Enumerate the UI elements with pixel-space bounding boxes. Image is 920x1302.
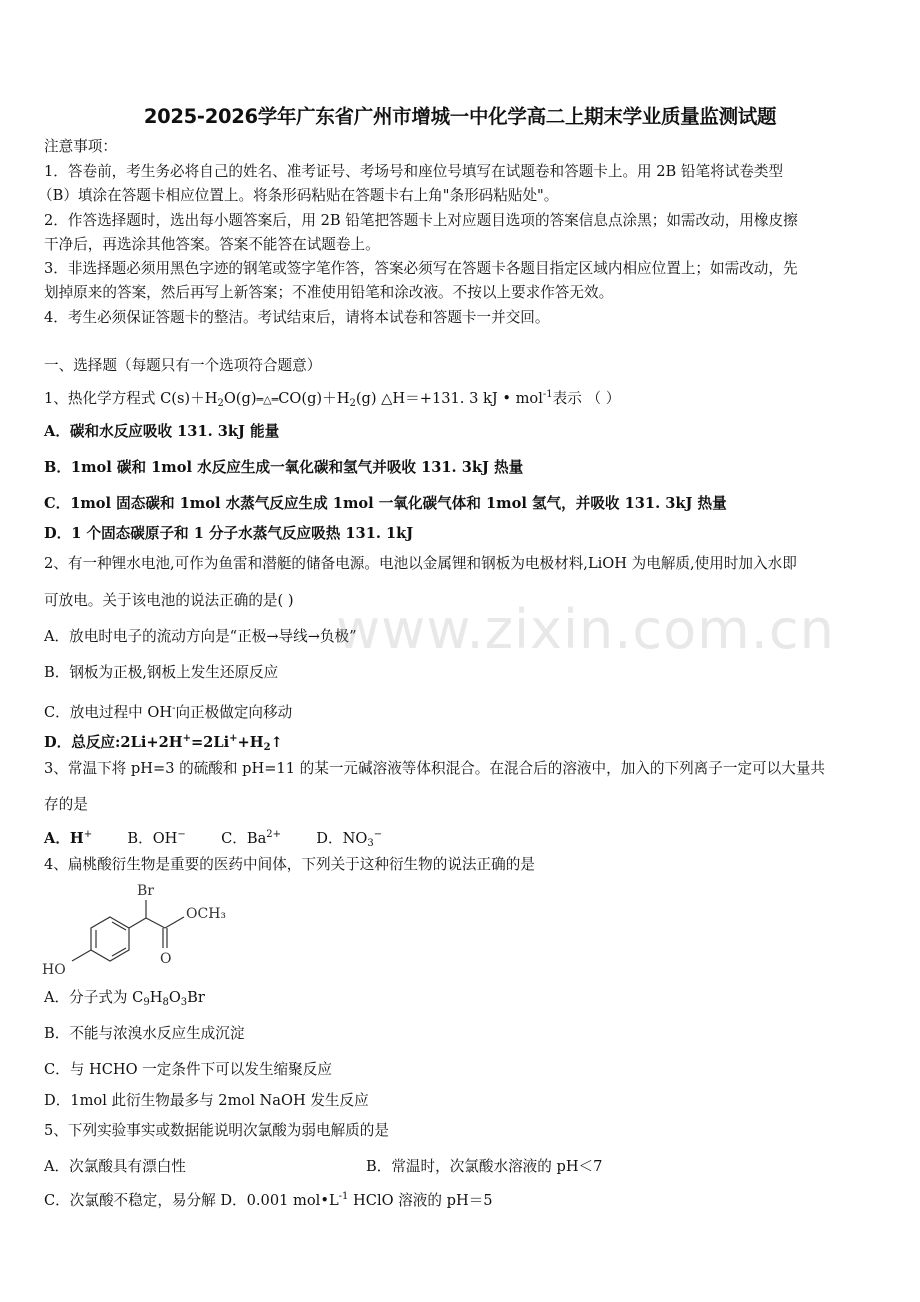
notice-line-3: 2．作答选择题时，选出每小题答案后，用 2B 铅笔把答题卡上对应题目选项的答案信息点涂黑；如需改动，用橡皮擦 [44,212,798,229]
mol-label-o: O [160,951,172,967]
q4-option-c: C．与 HCHO 一定条件下可以发生缩聚反应 [44,1061,332,1078]
q2-stem-line-2: 可放电。关于该电池的说法正确的是( ) [44,592,294,609]
q3-option-a: A．H+ [44,829,93,847]
mol-label-ho: HO [42,962,66,978]
page-title: 2025-2026学年广东省广州市增城一中化学高二上期末学业质量监测试题 [143,105,777,128]
notice-line-4: 干净后，再选涂其他答案。答案不能答在试题卷上。 [44,236,380,253]
q4-option-d: D．1mol 此衍生物最多与 2mol NaOH 发生反应 [44,1092,369,1109]
q4-option-b: B．不能与浓溴水反应生成沉淀 [44,1025,245,1042]
q2-option-c: C．放电过程中 OH-向正极做定向移动 [44,703,293,721]
q1-option-a: A．碳和水反应吸收 131. 3kJ 能量 [44,423,280,440]
q3-option-d: D．$NO_3^-$ [316,829,383,849]
notice-line-7: 4．考生必须保证答题卡的整洁。考试结束后，请将本试卷和答题卡一并交回。 [44,309,550,326]
mol-label-och3: OCH₃ [186,906,227,922]
q3-option-c: C．$Ba^{2+}$ [221,829,282,847]
q4-stem: 4、扁桃酸衍生物是重要的医药中间体，下列关于这种衍生物的说法正确的是 [44,856,535,873]
q2-option-b: B．钢板为正极,钢板上发生还原反应 [44,664,279,681]
q2-stem-line-1: 2、有一种锂水电池,可作为鱼雷和潜艇的储备电源。电池以金属锂和钢板为电极材料,LiOH 为电解质,使用时加入水即 [44,555,797,572]
q1-option-b: B．1mol 碳和 1mol 水反应生成一氧化碳和氢气并吸收 131. 3kJ 热量 [44,459,524,476]
notice-line-1: 1．答卷前，考生务必将自己的姓名、准考证号、考场号和座位号填写在试题卷和答题卡上。用 2B 铅笔将试卷类型 [44,163,784,180]
watermark: www.zixin.com.cn [336,598,835,661]
molecule-structure-diagram [40,880,240,980]
notice-line-5: 3．非选择题必须用黑色字迹的钢笔或签字笔作答，答案必须写在答题卡各题目指定区域内相应位置上；如需改动，先 [44,260,798,277]
section-heading: 一、选择题（每题只有一个选项符合题意） [44,357,322,374]
notice-line-6: 划掉原来的答案，然后再写上新答案；不准使用铅笔和涂改液。不按以上要求作答无效。 [44,284,614,301]
q2-option-d: D．总反应$:2Li+2H^+=2Li^++H_2↑$ [44,733,283,753]
q3-stem-line-2: 存的是 [44,796,88,813]
q5-option-b: B．常温时，次氯酸水溶液的 pH＜7 [366,1158,603,1175]
notice-heading: 注意事项： [44,138,117,155]
q3-stem-line-1: 3、常温下将 pH=3 的硫酸和 pH=11 的某一元碱溶液等体积混合。在混合后的溶液中，加入的下列离子一定可以大量共 [44,760,826,777]
q1-option-d: D．1 个固态碳原子和 1 分子水蒸气反应吸热 131. 1kJ [44,525,414,542]
q1-stem: 1、热化学方程式 $C(s)+H_2O(g)═\triangle═CO(g)+H_2(g)$ △H＝+131. 3 kJ • mol$^{-1}$表示 （ ） [44,389,621,409]
q3-option-b: B．OH− [127,829,186,847]
q5-stem: 5、下列实验事实或数据能说明次氯酸为弱电解质的是 [44,1122,389,1139]
notice-line-2: （B）填涂在答题卡相应位置上。将条形码粘贴在答题卡右上角"条形码粘贴处"。 [38,187,559,204]
mol-label-br: Br [137,883,154,899]
q5-options-cd: C．次氯酸不稳定，易分解 D．0.001 $mol•L^{-1}$ HClO 溶液的 pH＝5 [44,1191,493,1209]
q2-option-a: A．放电时电子的流动方向是“正极→导线→负极” [44,628,357,645]
q3-options [44,825,382,854]
q4-option-a: A．分子式为 $C_9H_8O_3Br$ [44,989,205,1008]
q5-option-a: A．次氯酸具有漂白性 [44,1158,186,1175]
q1-option-c: C．1mol 固态碳和 1mol 水蒸气反应生成 1mol 一氧化碳气体和 1mol 氢气，并吸收 131. 3kJ 热量 [44,495,727,512]
